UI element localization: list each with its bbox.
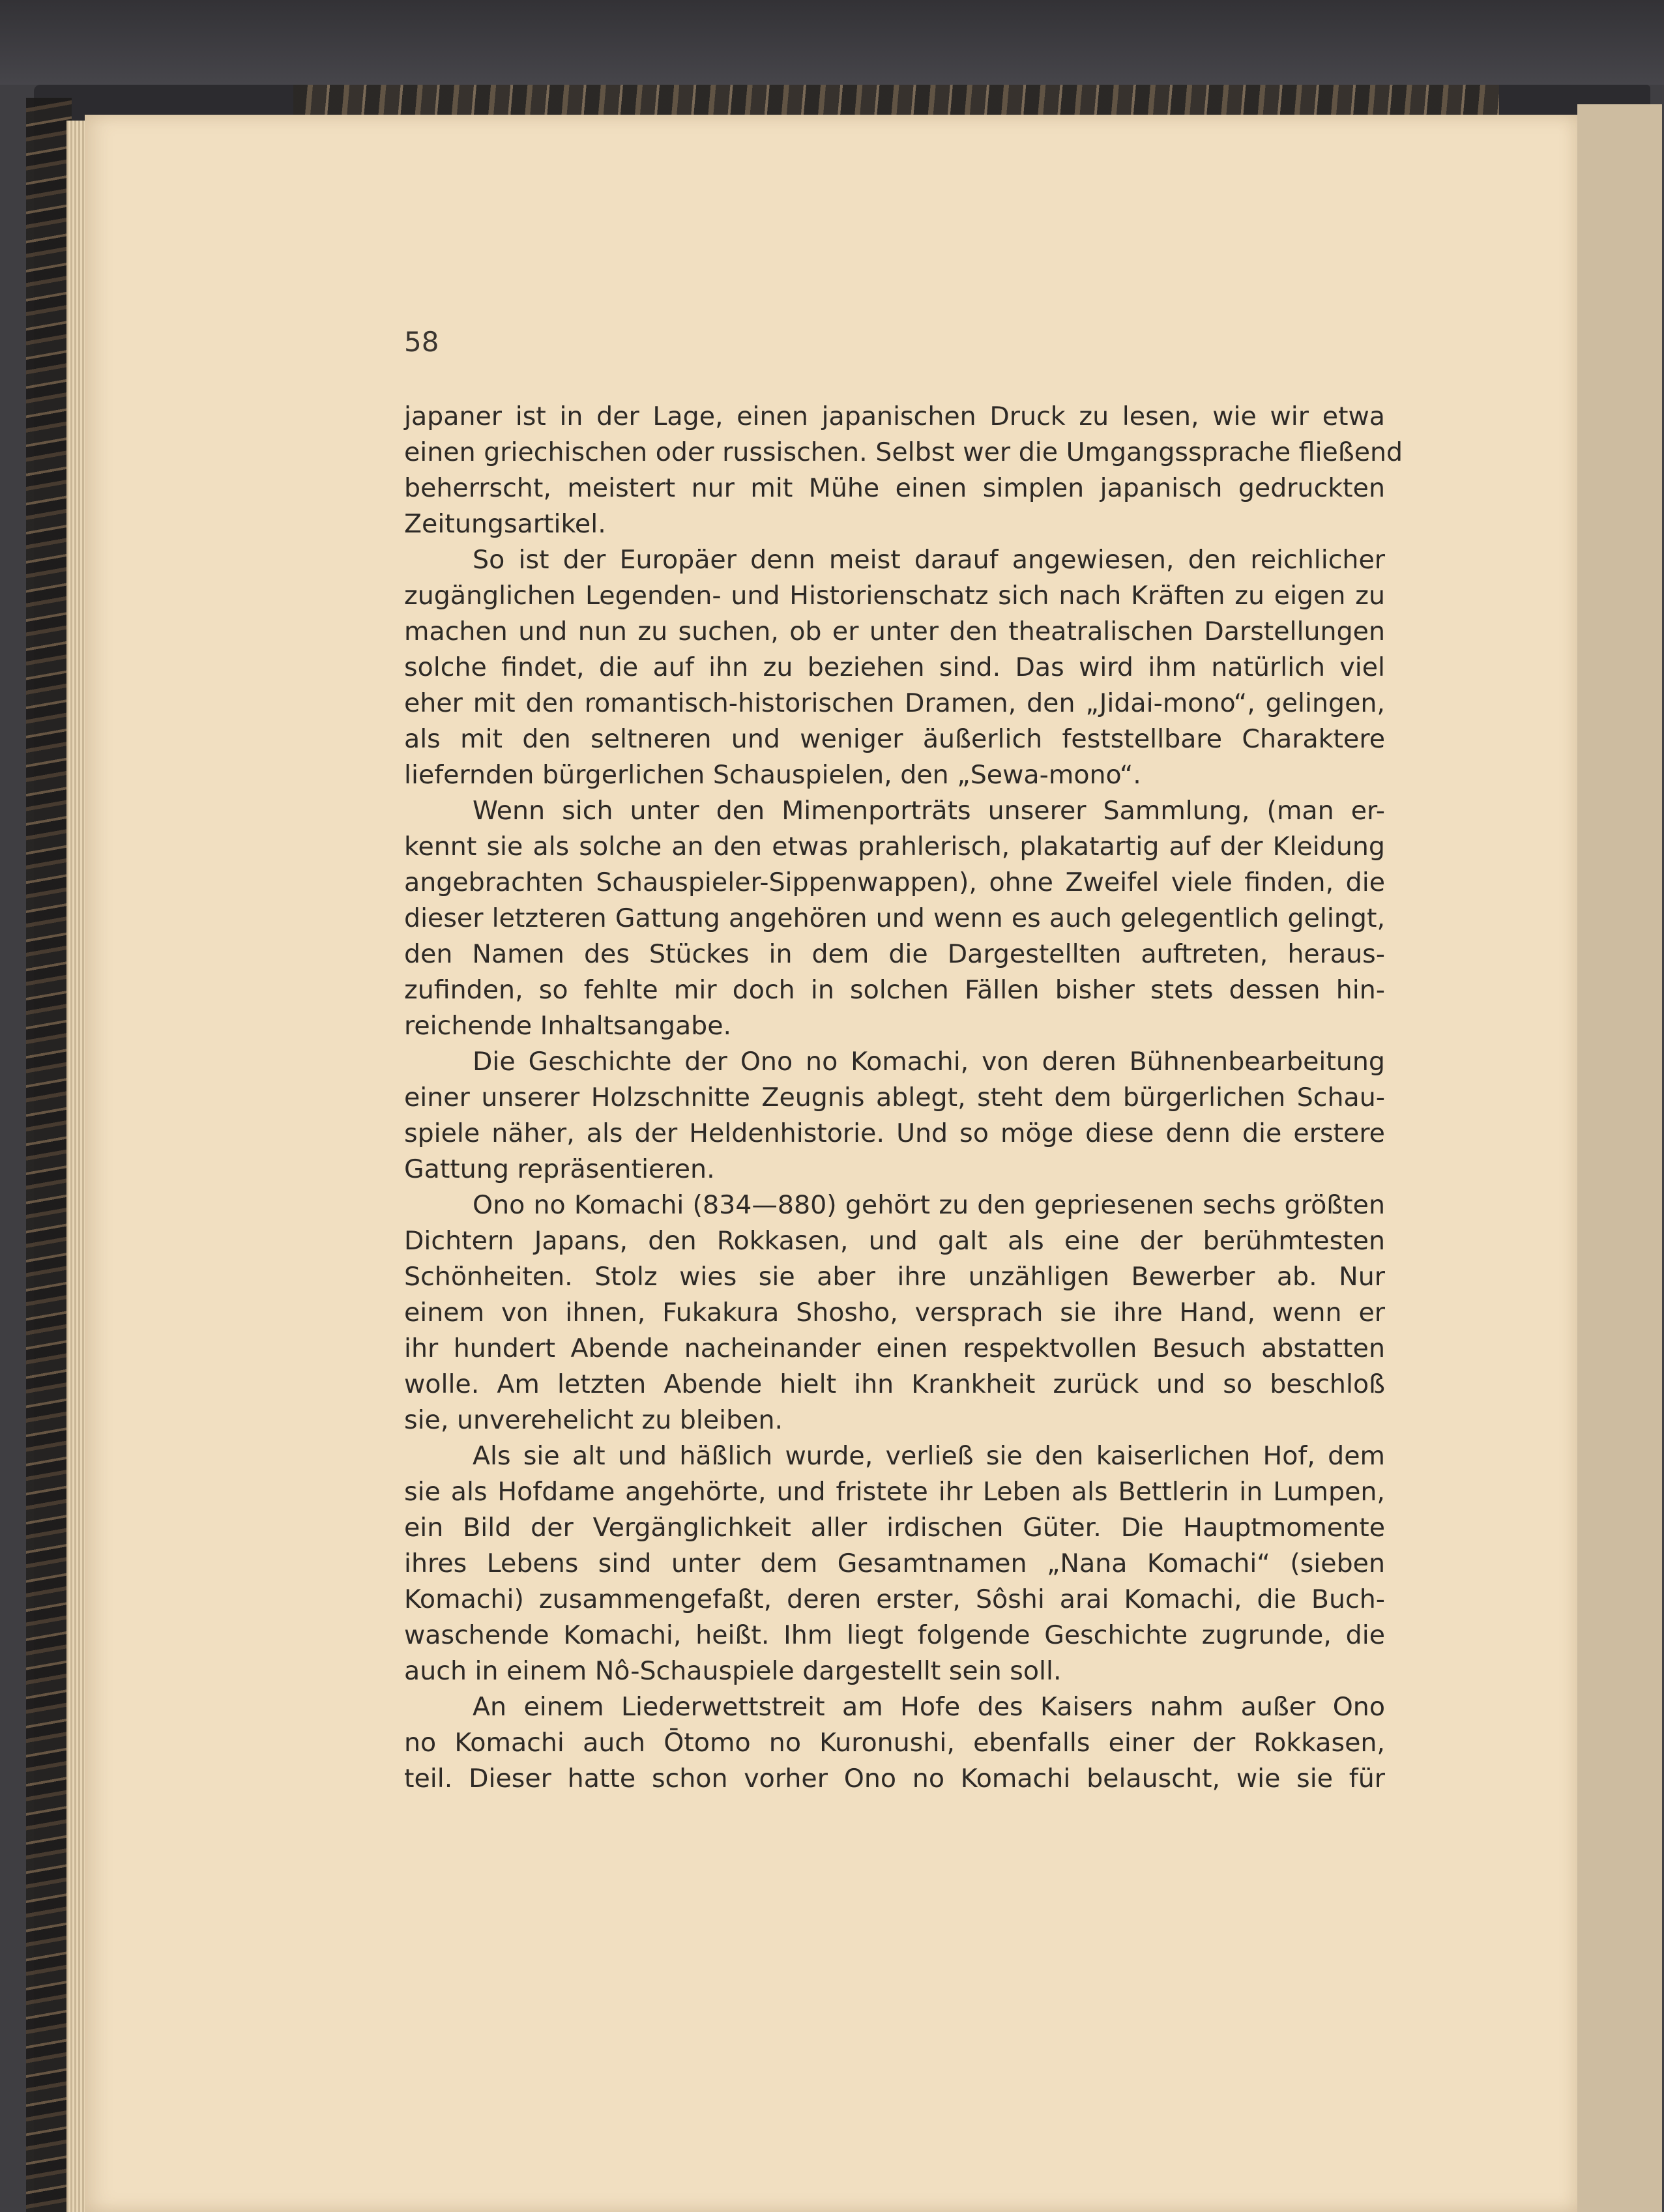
page-stack-edge (66, 121, 85, 2212)
text-line: japaner ist in der Lage, einen japanischen Druck zu lesen, wie wir etwa (404, 401, 1385, 431)
text-line: einem von ihnen, Fukakura Shosho, versprach sie ihre Hand, wenn er (404, 1298, 1385, 1328)
text-line: liefernden bürgerlichen Schauspielen, den „Sewa-mono“. (404, 760, 1141, 790)
text-line: solche findet, die auf ihn zu beziehen sind. Das wird ihm natürlich viel (404, 652, 1385, 682)
text-line: teil. Dieser hatte schon vorher Ono no Komachi belauscht, wie sie für (404, 1764, 1385, 1794)
text-line: Gattung repräsentieren. (404, 1154, 715, 1184)
text-line: wolle. Am letzten Abende hielt ihn Krankheit zurück und so beschloß (404, 1369, 1385, 1399)
text-line: Als sie alt und häßlich wurde, verließ sie den kaiserlichen Hof, dem (473, 1441, 1385, 1471)
scan-background (0, 0, 1664, 85)
text-line: auch in einem Nô-Schauspiele dargestellt sein soll. (404, 1656, 1062, 1686)
text-line: Zeitungsartikel. (404, 509, 606, 539)
text-line: Dichtern Japans, den Rokkasen, und galt als eine der berühmtesten (404, 1226, 1385, 1256)
text-line: kennt sie als solche an den etwas prahlerisch, plakatartig auf der Kleidung (404, 832, 1385, 862)
text-line: ein Bild der Vergänglichkeit aller irdischen Güter. Die Hauptmomente (404, 1513, 1385, 1543)
text-line: Schönheiten. Stolz wies sie aber ihre unzähligen Bewerber ab. Nur (404, 1262, 1385, 1292)
text-line: den Namen des Stückes in dem die Dargestellten auftreten, heraus- (404, 939, 1385, 969)
text-line: spiele näher, als der Heldenhistorie. Und so möge diese denn die erstere (404, 1118, 1385, 1148)
text-line: Komachi) zusammengefaßt, deren erster, Sôshi arai Komachi, die Buch- (404, 1584, 1385, 1614)
text-line: einer unserer Holzschnitte Zeugnis ablegt, steht dem bürgerlichen Schau- (404, 1083, 1385, 1113)
text-line: beherrscht, meistert nur mit Mühe einen simplen japanisch gedruckten (404, 473, 1385, 503)
body-text (404, 399, 1403, 1797)
text-line: zugänglichen Legenden- und Historienschatz sich nach Kräften zu eigen zu (404, 581, 1385, 611)
text-line: ihres Lebens sind unter dem Gesamtnamen „Nana Komachi“ (sieben (404, 1549, 1385, 1579)
text-line: Ono no Komachi (834—880) gehört zu den gepriesenen sechs größten (473, 1190, 1385, 1220)
text-line: angebrachten Schauspieler-Sippenwappen), ohne Zweifel viele finden, die (404, 867, 1385, 897)
text-line: no Komachi auch Ōtomo no Kuronushi, ebenfalls einer der Rokkasen, (404, 1728, 1385, 1758)
text-line: sie, unverehelicht zu bleiben. (404, 1405, 783, 1435)
marbled-cover-top (293, 85, 1499, 115)
text-line: einen griechischen oder russischen. Selbst wer die Umgangssprache fließend (404, 437, 1403, 467)
text-line: sie als Hofdame angehörte, und fristete ihr Leben als Bettlerin in Lumpen, (404, 1477, 1385, 1507)
text-line: Die Geschichte der Ono no Komachi, von deren Bühnenbearbeitung (473, 1047, 1385, 1077)
text-line: eher mit den romantisch-historischen Dramen, den „Jidai-mono“, gelingen, (404, 688, 1385, 718)
text-line: reichende Inhaltsangabe. (404, 1011, 732, 1041)
text-line: dieser letzteren Gattung angehören und wenn es auch gelegentlich gelingt, (404, 903, 1385, 933)
page-number: 58 (404, 326, 439, 358)
text-line: machen und nun zu suchen, ob er unter den theatralischen Darstellungen (404, 617, 1385, 647)
text-line: So ist der Europäer denn meist darauf angewiesen, den reichlicher (473, 545, 1385, 575)
text-line: Wenn sich unter den Mimenporträts unserer Sammlung, (man er- (473, 796, 1385, 826)
text-line: als mit den seltneren und weniger äußerlich feststellbare Charaktere (404, 724, 1385, 754)
text-line: ihr hundert Abende nacheinander einen respektvollen Besuch abstatten (404, 1333, 1385, 1363)
text-line: waschende Komachi, heißt. Ihm liegt folgende Geschichte zugrunde, die (404, 1620, 1385, 1650)
marbled-cover-edge (26, 98, 72, 2212)
text-line: zufinden, so fehlte mir doch in solchen Fällen bisher stets dessen hin- (404, 975, 1385, 1005)
next-page-edge (1577, 104, 1662, 2212)
text-line: An einem Liederwettstreit am Hofe des Kaisers nahm außer Ono (473, 1692, 1385, 1722)
